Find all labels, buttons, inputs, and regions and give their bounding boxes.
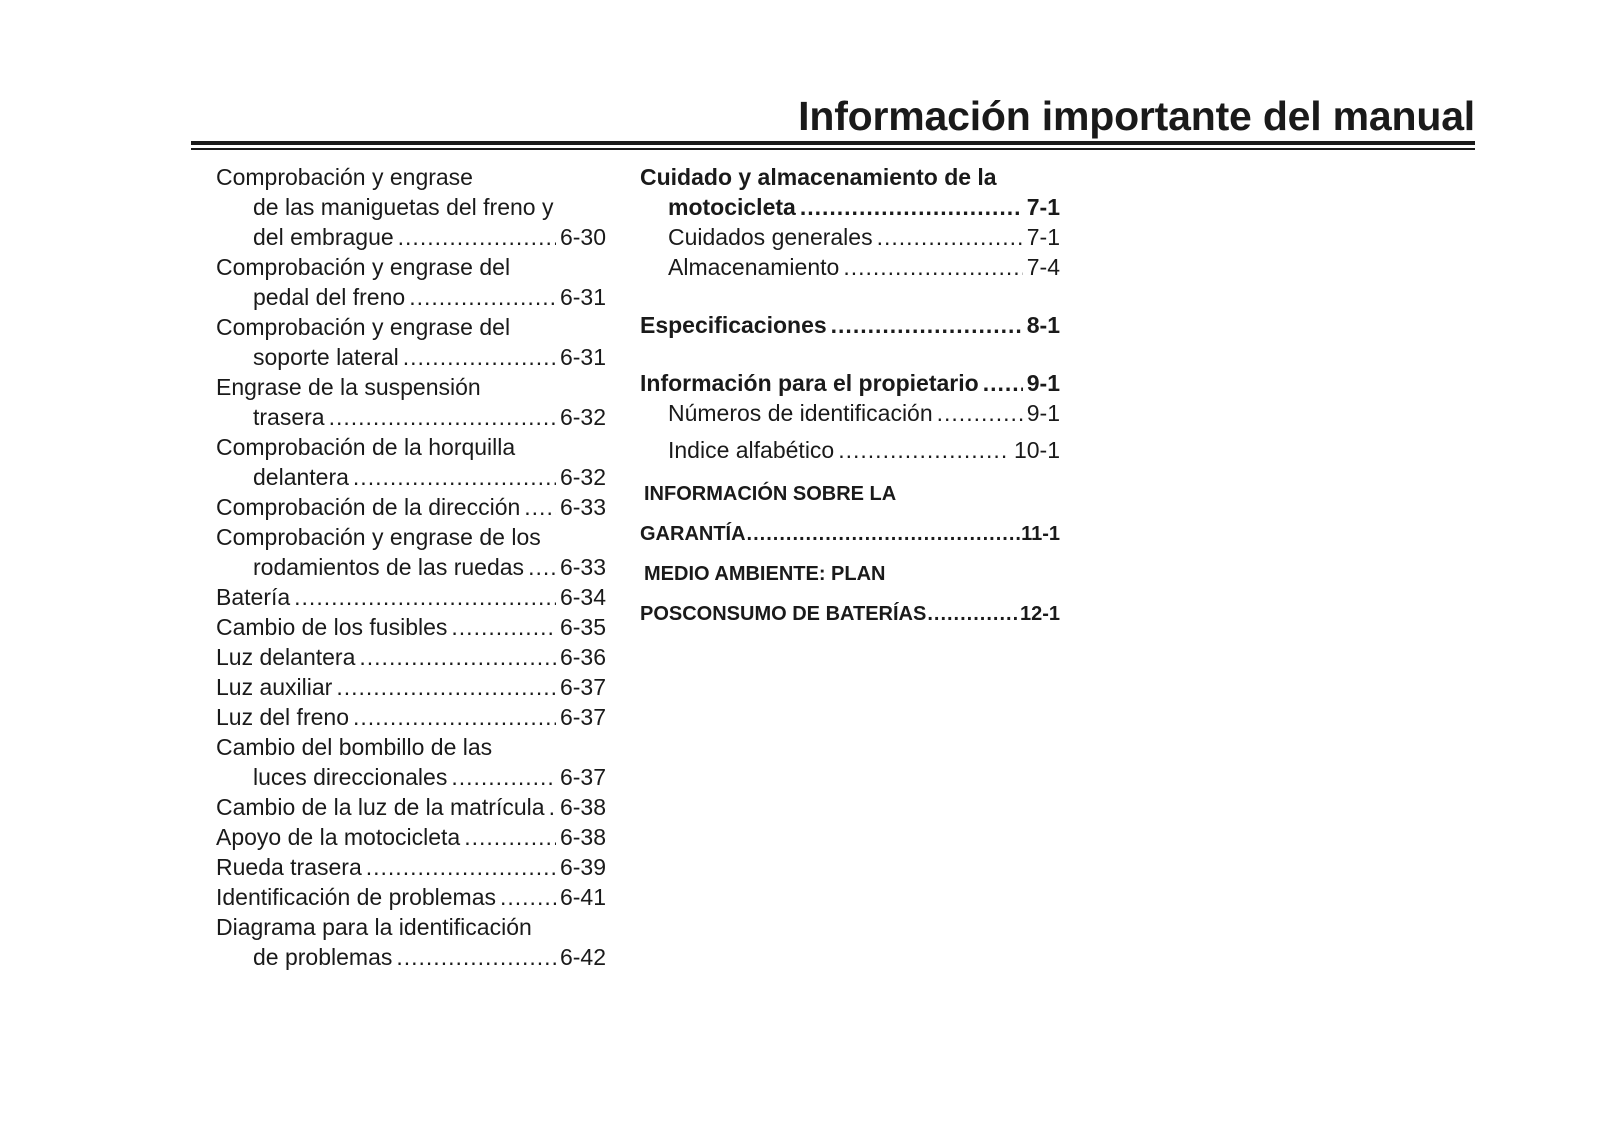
leader-dots [366,852,556,882]
toc-page-number: 6-36 [559,644,606,670]
toc-page-number: 6-30 [559,224,606,250]
toc-entry-storage[interactable] [640,252,1060,282]
toc-page-number: 6-33 [559,554,606,580]
toc-page-number: 8-1 [1026,312,1060,338]
leader-dots [403,342,556,372]
toc-entry[interactable] [216,792,606,822]
toc-entry-text: POSCONSUMO DE BATERÍAS [640,603,927,625]
toc-entry-identification-numbers[interactable] [640,398,1060,428]
toc-page-number: 6-33 [559,494,606,520]
leader-dots [353,462,556,492]
leader-dots [353,702,556,732]
leader-dots [500,882,556,912]
toc-entry-text: delantera [253,464,349,490]
leader-dots [937,398,1023,428]
toc-entry-text: Luz delantera [216,644,356,670]
toc-entry-text: Cuidado y almacenamiento de la [640,164,997,190]
toc-entry-text: Cambio del bombillo de las [216,734,493,760]
toc-entry-index[interactable] [640,435,1060,465]
toc-page-number: 10-1 [1013,437,1060,463]
toc-entry-text: Identificación de problemas [216,884,496,910]
toc-page-number: 6-37 [559,704,606,730]
toc-page-number: 6-32 [559,464,606,490]
toc-entry-text: Comprobación de la dirección [216,494,521,520]
toc-entry[interactable] [216,312,606,372]
toc-entry-text: Rueda trasera [216,854,362,880]
toc-entry-text: del embrague [253,224,394,250]
toc-page-number: 7-1 [1026,224,1060,250]
leader-dots [927,594,1019,634]
toc-entry[interactable] [216,852,606,882]
toc-page-number: 6-42 [559,944,606,970]
toc-entry-text: Comprobación de la horquilla [216,434,516,460]
toc-page-number: 6-37 [559,764,606,790]
toc-entry-text: Especificaciones [640,312,827,338]
toc-entry[interactable] [216,612,606,642]
toc-page-number: 6-35 [559,614,606,640]
leader-dots [800,192,1023,222]
toc-entry-text: MEDIO AMBIENTE: PLAN [644,563,886,585]
toc-entry[interactable] [216,672,606,702]
leader-dots [528,552,556,582]
leader-dots [398,222,556,252]
toc-entry-text: Comprobación y engrase [216,164,473,190]
toc-entry-text: trasera [253,404,325,430]
toc-entry-text: motocicleta [668,194,796,220]
header-rule-thin [191,148,1475,150]
toc-entry-text: de las maniguetas del freno y [253,194,554,220]
leader-dots [524,492,556,522]
toc-page-number: 6-37 [559,674,606,700]
toc-entry-text: pedal del freno [253,284,406,310]
toc-entry-text: Diagrama para la identificación [216,914,532,940]
toc-page-number: 6-38 [559,794,606,820]
toc-entry-text: Engrase de la suspensión [216,374,481,400]
toc-entry-text: Números de identificación [668,400,933,426]
toc-entry-care[interactable] [640,162,1060,222]
toc-entry[interactable] [216,252,606,312]
toc-entry-environment[interactable] [640,554,1060,634]
toc-entry[interactable] [216,642,606,672]
toc-page-number: 6-39 [559,854,606,880]
toc-left-column [216,162,606,972]
toc-entry-text: Comprobación y engrase de los [216,524,541,550]
leader-dots [838,435,1010,465]
toc-entry[interactable] [216,162,606,252]
leader-dots [409,282,556,312]
toc-page-number: 7-1 [1026,194,1060,220]
toc-entry-text: rodamientos de las ruedas [253,554,525,580]
leader-dots [843,252,1022,282]
toc-entry[interactable] [216,372,606,432]
toc-entry-text: GARANTÍA [640,523,746,545]
toc-entry-text: Comprobación y engrase del [216,314,511,340]
toc-page-number: 11-1 [1021,523,1060,545]
toc-entry-text: Comprobación y engrase del [216,254,511,280]
leader-dots [877,222,1023,252]
toc-entry[interactable] [216,912,606,972]
leader-dots [329,402,556,432]
header-rule-thick [191,141,1475,145]
toc-entry-text: INFORMACIÓN SOBRE LA [644,483,897,505]
toc-page-number: 12-1 [1019,603,1060,625]
toc-entry-text: Luz auxiliar [216,674,333,700]
leader-dots [983,368,1023,398]
toc-entry-specifications[interactable] [640,310,1060,340]
toc-entry-warranty[interactable] [640,474,1060,554]
toc-entry-text: Luz del freno [216,704,349,730]
toc-page-number: 9-1 [1026,400,1060,426]
leader-dots [359,642,556,672]
leader-dots [464,822,556,852]
leader-dots [747,514,1021,554]
toc-entry-text: Almacenamiento [668,254,840,280]
toc-entry-text: Cambio de los fusibles [216,614,448,640]
toc-entry[interactable] [216,492,606,522]
toc-entry[interactable] [216,702,606,732]
toc-page-number: 6-32 [559,404,606,430]
toc-entry-text: de problemas [253,944,393,970]
toc-entry[interactable] [216,822,606,852]
toc-page-number: 6-34 [559,584,606,610]
leader-dots [396,942,556,972]
toc-entry[interactable] [216,522,606,582]
toc-entry-general-care[interactable] [640,222,1060,252]
toc-page-number: 6-41 [559,884,606,910]
toc-entry[interactable] [216,882,606,912]
leader-dots [451,762,556,792]
toc-entry[interactable] [216,732,606,792]
toc-page-number: 6-38 [559,824,606,850]
toc-entry-text: Cambio de la luz de la matrícula [216,794,545,820]
toc-entry-text: soporte lateral [253,344,399,370]
toc-entry-owner-info[interactable] [640,368,1060,398]
toc-page-number: 9-1 [1026,370,1060,396]
toc-entry[interactable] [216,582,606,612]
toc-page-number: 6-31 [559,284,606,310]
toc-right-column [640,162,1060,634]
toc-entry[interactable] [216,432,606,492]
toc-page-number: 7-4 [1026,254,1060,280]
leader-dots [549,792,556,822]
leader-dots [451,612,556,642]
toc-entry-text: Indice alfabético [668,437,835,463]
page-title: Información importante del manual [798,93,1475,139]
leader-dots [336,672,556,702]
toc-entry-text: Cuidados generales [668,224,873,250]
leader-dots [294,582,556,612]
toc-entry-text: Batería [216,584,291,610]
toc-entry-text: Información para el propietario [640,370,979,396]
toc-page-number: 6-31 [559,344,606,370]
leader-dots [831,310,1023,340]
toc-entry-text: luces direccionales [253,764,448,790]
toc-entry-text: Apoyo de la motocicleta [216,824,461,850]
